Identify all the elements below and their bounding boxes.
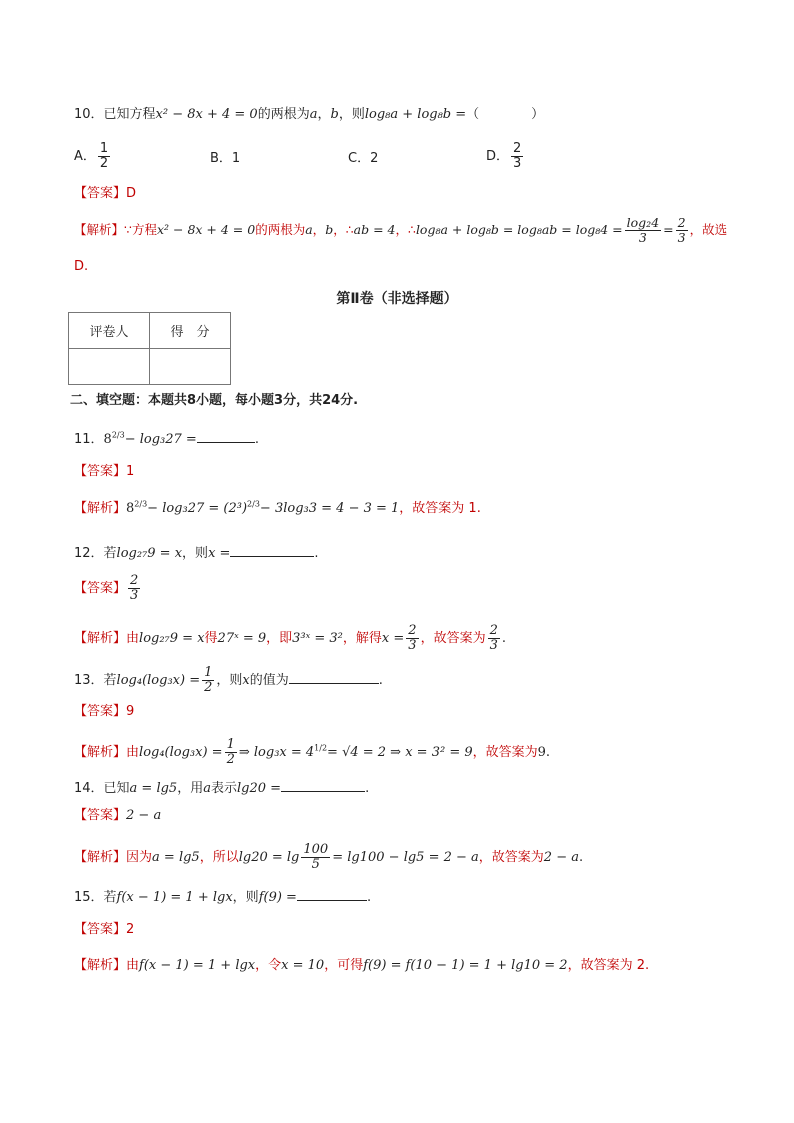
analysis-expr: f(9) = f(10 − 1) = 1 + lg10 = 2 — [363, 958, 568, 973]
q14-tail: . — [365, 781, 370, 796]
q10-options — [74, 142, 544, 176]
analysis-text: ∵方程 — [124, 222, 157, 237]
analysis-text: ，故选 — [689, 222, 728, 237]
analysis-expr: x = 10 — [281, 958, 325, 973]
q13-expression: log₄(log₃x) = — [116, 673, 201, 688]
q10-var-b: b — [330, 107, 339, 122]
q12-analysis — [74, 624, 506, 653]
analysis-text: 得 — [204, 631, 218, 646]
section-title: 第Ⅱ卷（非选择题） — [336, 291, 458, 307]
fraction — [301, 843, 330, 872]
analysis-exponent: 2/3 — [134, 499, 148, 509]
denominator: 5 — [311, 857, 320, 872]
analysis-expr: log₂₇9 = x — [139, 631, 205, 646]
section-heading: 二、填空题：本题共8小题，每小题3分，共24分. — [70, 393, 359, 408]
analysis-text: ，即 — [266, 631, 293, 646]
analysis-text: ，可得 — [324, 958, 364, 973]
numerator: 2 — [408, 623, 417, 638]
numerator: 100 — [303, 842, 329, 857]
q14-var: a — [203, 781, 211, 796]
analysis-tag: 【解析】 — [74, 222, 125, 237]
q13-number: 13．若 — [74, 673, 117, 688]
fraction — [625, 216, 662, 245]
fraction — [676, 216, 688, 245]
analysis-text: ，∴ — [395, 222, 416, 237]
denominator: 2 — [226, 752, 235, 767]
answer-value: D — [126, 186, 137, 201]
q11-answer — [74, 463, 134, 481]
score-table — [68, 312, 231, 385]
numerator: 1 — [204, 665, 213, 680]
answer-fraction — [128, 574, 140, 603]
q10-analysis: 【解析】∵方程x² − 8x + 4 = 0的两根为a，b，∴ab = 4，∴log₈a + log₈b = log₈ab = log₈4 = $\frac{\text{log₂4}}{3}$ = $\frac{2}{3}$ ，故选 — [74, 215, 728, 245]
q10-expression: log₈a + log₈b = — [364, 107, 467, 122]
q14-analysis — [74, 843, 583, 872]
q10-number: 10．已知方程 — [74, 107, 156, 122]
score-table-cell-grader[interactable] — [69, 349, 150, 385]
q10-var-a: a — [309, 107, 318, 122]
option-label: D． — [486, 149, 510, 164]
analysis-text: ，故答案为 2. — [567, 958, 650, 973]
numerator: 1 — [226, 737, 235, 752]
numerator: 2 — [130, 573, 139, 588]
fraction — [488, 624, 500, 653]
answer-tag: 【答案】 — [74, 704, 127, 719]
answer-value: 9 — [126, 704, 135, 719]
answer-tag: 【答案】 — [74, 922, 127, 937]
q11-analysis — [74, 500, 481, 518]
analysis-end: . — [578, 850, 584, 865]
q14-expression: lg20 = — [237, 781, 282, 796]
q12-answer-blank[interactable] — [230, 542, 314, 557]
analysis-expr: log₈a + log₈b = log₈ab = log₈4 = — [415, 222, 623, 237]
analysis-text: ，故答案为 — [472, 745, 538, 760]
q14-stem — [74, 777, 369, 798]
analysis-var: x = — [381, 631, 405, 646]
analysis-var: a — [305, 222, 313, 237]
q15-stem — [74, 886, 371, 907]
q11-base: 8 — [103, 432, 112, 447]
answer-tag: 【答案】 — [74, 808, 127, 823]
analysis-tag: 【解析】 — [74, 631, 127, 646]
q15-number: 15．若 — [74, 890, 117, 905]
score-table-header-score: 得 分 — [150, 313, 231, 349]
q13-text: 的值为 — [249, 673, 289, 688]
answer-value: 1 — [126, 464, 135, 479]
analysis-var: b — [325, 222, 334, 237]
q14-expression: a = lg5 — [129, 781, 178, 796]
option-label: A． — [74, 149, 96, 164]
analysis-expr: 3³ˣ = 3² — [292, 631, 343, 646]
q14-answer-blank[interactable] — [281, 777, 365, 792]
analysis-tag: 【解析】 — [74, 850, 127, 865]
option-value: 2 — [370, 151, 379, 166]
q12-number: 12．若 — [74, 546, 117, 561]
analysis-expr: = lg100 − lg5 = 2 − a — [332, 850, 479, 865]
fraction — [406, 624, 418, 653]
analysis-expr: 27ˣ = 9 — [217, 631, 267, 646]
q11-exponent: 2/3 — [111, 430, 125, 440]
answer-value: 2 − a — [126, 808, 162, 823]
analysis-equation: x² − 8x + 4 = 0 — [156, 222, 256, 237]
analysis-expr: − log₃27 = (2³) — [147, 501, 248, 516]
option-label: B． — [210, 151, 232, 166]
q11-tail: . — [254, 432, 259, 447]
q10-text: 的两根为 — [257, 107, 310, 122]
numerator: 2 — [513, 141, 522, 156]
q10-option-d[interactable] — [486, 142, 525, 171]
analysis-text: ，所以 — [199, 850, 239, 865]
analysis-text: ，故答案为 1. — [399, 501, 481, 516]
q15-text: ，则 — [232, 890, 259, 905]
q10-option-b[interactable] — [210, 150, 240, 168]
analysis-base: 8 — [126, 501, 135, 516]
analysis-expr: a = lg5 — [152, 850, 200, 865]
analysis-text: 的两根为 — [255, 222, 306, 237]
analysis-text: 由 — [126, 958, 140, 973]
denominator: 3 — [408, 638, 417, 653]
q14-answer — [74, 807, 161, 825]
analysis-exponent: 2/3 — [247, 499, 260, 509]
analysis-expr: log₄(log₃x) = — [139, 745, 223, 760]
analysis-expr: − 3log₃3 = 4 − 3 = 1 — [259, 501, 400, 516]
q10-option-a[interactable] — [74, 142, 112, 171]
denominator: 3 — [130, 588, 139, 603]
q15-answer-blank[interactable] — [297, 886, 367, 901]
option-value: 1 — [231, 151, 241, 166]
q12-expression: log₂₇9 = x — [116, 546, 183, 561]
analysis-text: ，故答案为 — [478, 850, 544, 865]
q10-answer — [74, 185, 136, 203]
q13-text: ，则 — [216, 673, 243, 688]
q12-text: ，则 — [182, 546, 209, 561]
q15-analysis — [74, 957, 649, 975]
analysis-text: ，令 — [255, 958, 282, 973]
analysis-tag: 【解析】 — [74, 745, 127, 760]
q11-expression: − log₃27 = — [124, 432, 197, 447]
q12-stem — [74, 542, 319, 563]
analysis-text: 由 — [126, 631, 140, 646]
q14-number: 14．已知 — [74, 781, 130, 796]
q10-paren: （ ） — [466, 107, 545, 122]
q13-answer-blank[interactable] — [289, 669, 379, 684]
q13-var: x — [242, 673, 250, 688]
analysis-expr: f(x − 1) = 1 + lgx — [139, 958, 256, 973]
analysis-value: 2 − a — [543, 850, 579, 865]
numerator: 2 — [677, 215, 686, 230]
answer-value: 2 — [126, 922, 135, 937]
q10-then: ，则 — [338, 107, 365, 122]
q10-comma: ， — [317, 107, 331, 122]
denominator: 3 — [489, 638, 498, 653]
analysis-tag: 【解析】 — [74, 501, 127, 516]
analysis-value: 9. — [537, 745, 551, 760]
q13-stem — [74, 666, 383, 695]
analysis-exponent: 1/2 — [314, 743, 328, 753]
analysis-text: 因为 — [126, 850, 153, 865]
analysis-text: ，解得 — [342, 631, 382, 646]
analysis-text: ，故答案为 — [420, 631, 486, 646]
q10-stem — [74, 106, 544, 124]
answer-tag: 【答案】 — [74, 464, 127, 479]
q11-number: 11． — [74, 432, 104, 447]
denominator: 3 — [638, 230, 647, 245]
score-table-cell-score[interactable] — [150, 349, 231, 385]
q12-tail: . — [314, 546, 319, 561]
numerator: 2 — [489, 623, 498, 638]
q13-tail: . — [378, 673, 383, 688]
q10-option-c[interactable] — [348, 150, 378, 168]
fraction — [202, 666, 214, 695]
option-label: C． — [348, 151, 371, 166]
numerator: 1 — [99, 141, 109, 156]
analysis-text: ，∴ — [333, 222, 354, 237]
score-table-header-grader: 评卷人 — [69, 313, 150, 349]
q15-expression: f(x − 1) = 1 + lgx — [116, 890, 233, 905]
analysis-expr: = √4 = 2 ⇒ x = 3² = 9 — [327, 745, 473, 760]
q13-answer — [74, 703, 134, 721]
q10-equation: x² − 8x + 4 = 0 — [155, 107, 258, 122]
fraction — [225, 738, 237, 767]
q15-expression: f(9) = — [258, 890, 297, 905]
q15-answer — [74, 921, 134, 939]
analysis-end: . — [501, 631, 506, 646]
denominator: 2 — [99, 156, 109, 171]
analysis-text: 由 — [126, 745, 140, 760]
analysis-expr: ab = 4 — [353, 222, 396, 237]
analysis-expr: ⇒ log₃x = 4 — [238, 745, 315, 760]
answer-tag: 【答案】 — [74, 581, 127, 596]
denominator: 3 — [513, 156, 522, 171]
numerator: log₂4 — [626, 215, 660, 230]
denominator: 2 — [204, 680, 213, 695]
q12-var: x = — [208, 546, 231, 561]
q15-tail: . — [366, 890, 372, 905]
q13-analysis — [74, 738, 550, 767]
q14-text: ，用 — [177, 781, 204, 796]
q11-stem — [74, 428, 259, 449]
fraction — [511, 142, 523, 171]
equals: = — [663, 222, 674, 237]
q11-answer-blank[interactable] — [197, 428, 255, 443]
answer-tag: 【答案】 — [74, 186, 127, 201]
q14-text: 表示 — [211, 781, 238, 796]
analysis-tag: 【解析】 — [74, 958, 127, 973]
q10-analysis-end: D. — [74, 259, 89, 274]
fraction — [98, 142, 110, 171]
q12-answer — [74, 574, 142, 610]
denominator: 3 — [677, 230, 686, 245]
analysis-expr: lg20 = lg — [238, 850, 300, 865]
